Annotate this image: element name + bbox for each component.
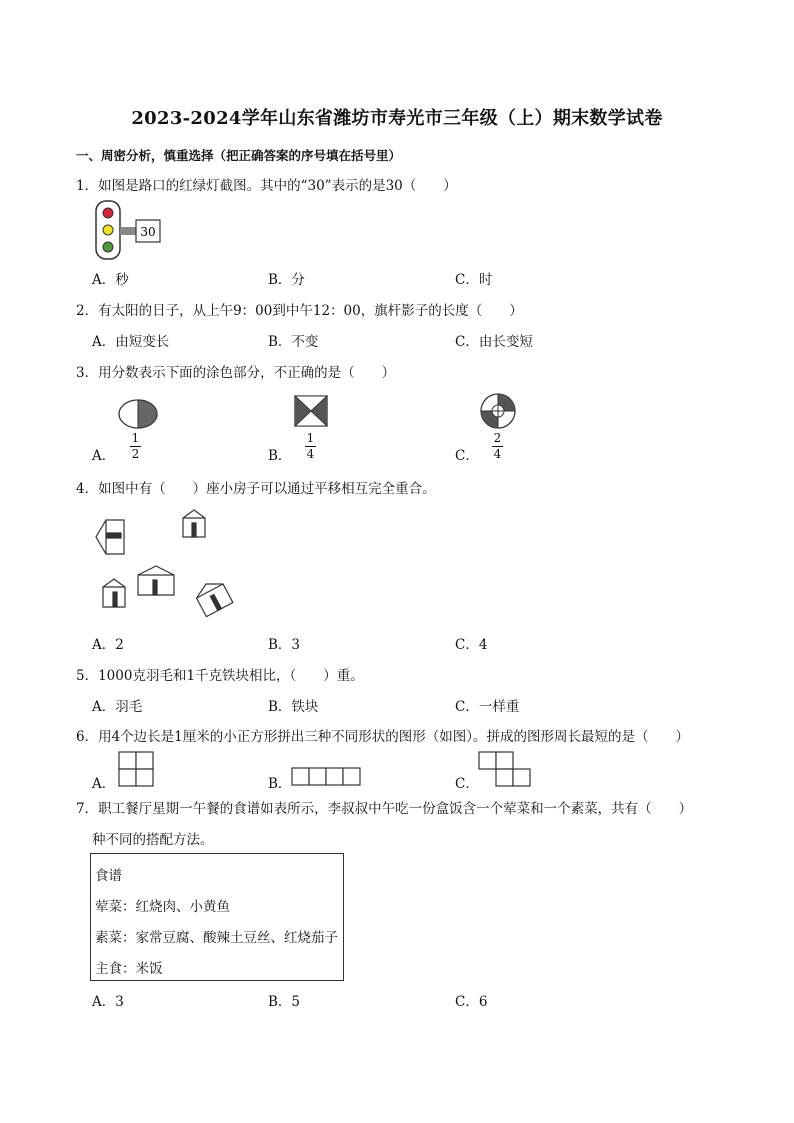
q6-option-c: C． (455, 776, 479, 792)
q3-fraction-b (305, 432, 316, 461)
q1-option-b: B．分 (268, 272, 305, 288)
q3-option-a: A． (92, 448, 116, 464)
fraction-numerator: 1 (306, 431, 315, 445)
circle-quarters-figure (478, 392, 518, 430)
q7-option-a: A．3 (92, 994, 124, 1010)
q4-option-b: B．3 (268, 637, 301, 653)
q7-option-b: B．5 (268, 994, 301, 1010)
q4-option-c: C．4 (455, 637, 488, 653)
question-1: 1．如图是路口的红绿灯截图。其中的“30”表示的是30（ ） (76, 178, 457, 194)
houses-figure (86, 505, 246, 617)
section-title: 一、周密分析，慎重选择（把正确答案的序号填在括号里） (76, 148, 402, 163)
q1-option-a: A．秒 (92, 272, 129, 288)
connector-bar (120, 227, 136, 235)
q5-option-c: C．一样重 (455, 699, 520, 715)
q1-option-c: C．时 (455, 272, 493, 288)
red-light-icon (103, 208, 113, 218)
fraction-denominator: 4 (493, 447, 502, 461)
q5-option-a: A．羽毛 (92, 699, 143, 715)
zigzag-figure (478, 751, 532, 787)
q3-fraction-c (492, 432, 503, 461)
fraction-denominator: 4 (306, 447, 315, 461)
q2-option-c: C．由长变短 (455, 334, 533, 350)
q6-option-a: A． (92, 776, 116, 792)
q3-option-c: C． (455, 448, 479, 464)
square-2x2-figure (118, 751, 154, 787)
question-6: 6．用4个边长是1厘米的小正方形拼出三种不同形状的图形（如图）。拼成的图形周长最短的是（ ） (76, 729, 690, 745)
question-2: 2．有太阳的日子，从上午9：00到中午12：00，旗杆影子的长度（ ） (76, 303, 523, 319)
menu-meat-dishes: 荤菜：红烧肉、小黄鱼 (95, 899, 230, 915)
house-tilted (193, 577, 233, 617)
traffic-light-figure (92, 198, 167, 262)
question-3: 3．用分数表示下面的涂色部分，不正确的是（ ） (76, 365, 396, 381)
menu-staple: 主食：米饭 (95, 961, 163, 977)
q5-option-b: B．铁块 (268, 699, 319, 715)
question-4: 4．如图中有（ ）座小房子可以通过平移相互完全重合。 (76, 481, 436, 497)
question-7: 7．职工餐厅星期一午餐的食谱如表所示，李叔叔中午吃一份盒饭含一个荤菜和一个素菜，共有（ ） (76, 801, 693, 817)
menu-heading: 食谱 (95, 868, 122, 884)
house-wide (138, 566, 174, 595)
yellow-light-icon (103, 225, 113, 235)
q6-option-b: B． (268, 776, 292, 792)
fraction-denominator: 2 (131, 447, 140, 461)
fraction-numerator: 1 (131, 431, 140, 445)
house-rotated-left (96, 520, 124, 554)
q3-fraction-a (130, 432, 141, 461)
house-upright-small (103, 579, 125, 607)
question-5: 5．1000克羽毛和1千克铁块相比，（ ）重。 (76, 668, 364, 684)
fraction-numerator: 2 (493, 431, 502, 445)
countdown-label: 30 (140, 225, 156, 239)
q4-option-a: A．2 (92, 637, 124, 653)
green-light-icon (103, 242, 113, 252)
q2-option-a: A．由短变长 (92, 334, 170, 350)
question-7-continued: 种不同的搭配方法。 (92, 832, 214, 848)
trapezoid-figure (291, 394, 331, 428)
q7-option-c: C．6 (455, 994, 488, 1010)
house-upright-top (183, 510, 205, 537)
q3-option-b: B． (268, 448, 292, 464)
menu-table (90, 853, 344, 981)
q2-option-b: B．不变 (268, 334, 319, 350)
strip-1x4-figure (291, 767, 361, 786)
menu-vegetable-dishes: 素菜：家常豆腐、酸辣土豆丝、红烧茄子 (95, 930, 338, 946)
half-circle-figure (117, 398, 159, 430)
page-title: 2023-2024学年山东省潍坊市寿光市三年级（上）期末数学试卷 (131, 108, 663, 129)
